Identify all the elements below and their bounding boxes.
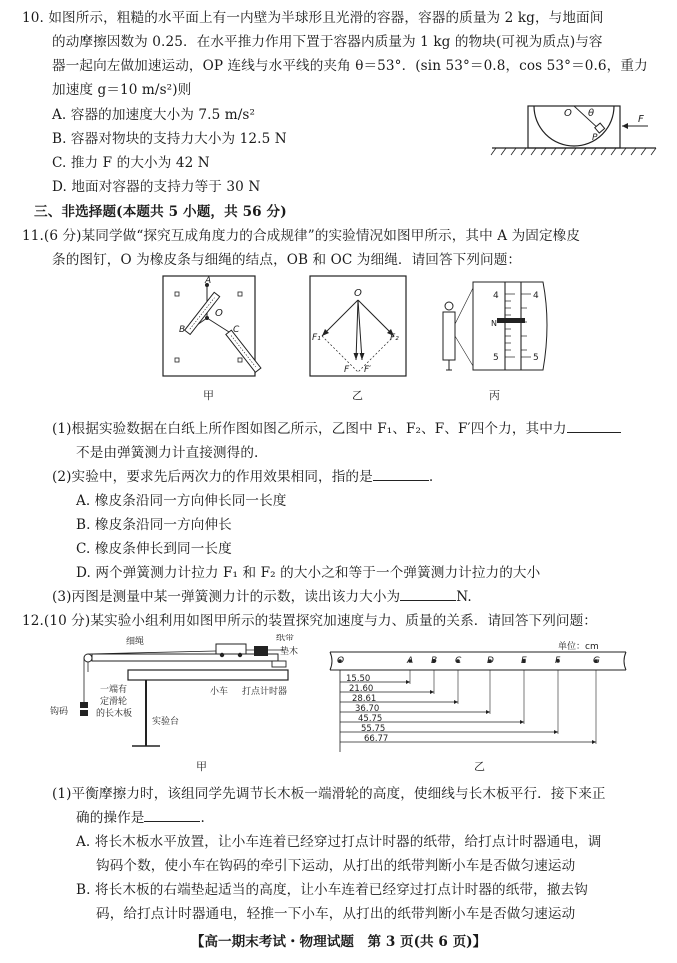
tape-point-label-f: F	[555, 656, 561, 666]
zoom-line-bottom	[455, 336, 473, 366]
lab-table-top	[128, 670, 288, 680]
label-o: O	[354, 288, 362, 299]
distance-label-4: 36.70	[355, 704, 380, 714]
caption-jia: 甲	[203, 389, 214, 402]
force-f	[356, 300, 358, 360]
page-footer: 【高一期末考试・物理试题 第 3 页(共 6 页)】	[190, 934, 487, 950]
q12-option-b-line-1: B. 将长木板的右端垫起适当的高度，让小车连着已经穿过打点计时器的纸带，撤去钩	[76, 882, 588, 898]
weight-2	[80, 710, 88, 716]
label-weight: 钩码	[50, 707, 69, 717]
tick-label-4-left: 4	[493, 291, 499, 301]
distance-arrowhead-5	[520, 720, 524, 724]
caption-jia: 甲	[196, 760, 207, 773]
label-timer: 打点计时器	[242, 687, 288, 697]
q11-option-a: A. 橡皮条沿同一方向伸长同一长度	[76, 493, 287, 509]
q12-part-1-a: (1)平衡摩擦力时，该组同学先调节长木板一端滑轮的高度，使细线与长木板平行．接下来正	[52, 786, 606, 802]
label-f1: F₁	[312, 333, 321, 343]
tape-point-label-e: E	[521, 656, 527, 666]
q12-figure-jia	[48, 634, 318, 774]
tick-label-5-right: 5	[533, 353, 539, 363]
tape-point-label-c: C	[455, 656, 462, 666]
force-f2	[358, 300, 394, 336]
q12-option-a-line-1: A. 将长木板水平放置，让小车连着已经穿过打点计时器的纸带，给打点计时器通电，调	[76, 834, 602, 850]
distance-label-7: 66.77	[364, 734, 389, 744]
small-spring-scale	[443, 312, 455, 360]
label-board-1: 一端有	[100, 685, 128, 695]
label-f2: F₂	[390, 333, 399, 343]
label-o: O	[564, 108, 572, 119]
distance-arrowhead-2	[430, 690, 434, 694]
q12-part-1-b: 确的操作是 .	[76, 810, 205, 826]
q10-line-3: 器一起向左做加速运动，OP 连线与水平线的夹角 θ＝53°．(sin 53°＝0.8，cos 53°＝0.6，重力	[52, 58, 648, 74]
q10-option-a: A. 容器的加速度大小为 7.5 m/s²	[52, 107, 256, 123]
parallelogram-side-1	[322, 336, 358, 372]
distance-label-6: 55.75	[361, 724, 386, 734]
q11-part-2: (2)实验中，要求先后两次力的作用效果相同，指的是 .	[52, 469, 434, 485]
wood-block	[272, 661, 286, 667]
container-box	[528, 106, 620, 148]
block-p	[595, 123, 605, 133]
tape-point-label-d: D	[487, 656, 494, 666]
distance-label-5: 45.75	[358, 714, 383, 724]
label-theta: θ	[588, 108, 595, 119]
tape-point-label-b: B	[431, 656, 438, 666]
q10-line-2: 的动摩擦因数为 0.25．在水平推力作用下置于容器内质量为 1 kg 的物块(可视为质点)与容	[52, 34, 603, 50]
q11-line-2: 条的图钉，O 为橡皮条与细绳的结点，OB 和 OC 为细绳．请回答下列问题：	[52, 252, 522, 268]
scale-pointer	[497, 318, 525, 323]
q10-option-b: B. 容器对物块的支持力大小为 12.5 N	[52, 131, 287, 147]
distance-label-2: 21.60	[349, 684, 374, 694]
q11-figure-bing	[433, 274, 553, 404]
q10-option-c: C. 推力 F 的大小为 42 N	[52, 155, 210, 171]
label-board-2: 定滑轮	[100, 697, 128, 707]
label-p: P	[592, 133, 598, 143]
q11-answer-blank-2[interactable]	[373, 468, 429, 481]
label-rope: 细绳	[126, 637, 145, 647]
scale-ring	[445, 302, 453, 310]
label-tape: 纸带	[276, 634, 295, 643]
tick-label-4-right: 4	[533, 291, 539, 301]
q12-figure-yi	[326, 640, 632, 774]
q11-figure-yi	[308, 274, 408, 404]
q10-line-4: 加速度 g＝10 m/s²)则	[52, 82, 192, 98]
tape-point-label-o: O	[337, 656, 345, 666]
q11-option-d: D. 两个弹簧测力计拉力 F₁ 和 F₂ 的大小之和等于一个弹簧测力计拉力的大小	[76, 565, 541, 581]
q10-container-figure	[488, 100, 660, 164]
q12-line-1: 12.(10 分)某实验小组利用如图甲所示的装置探究加速度与力、质量的关系．请回答下列问题：	[22, 613, 598, 629]
caption-yi: 乙	[474, 760, 485, 773]
q11-part-1-a: (1)根据实验数据在白纸上所作图如图乙所示，乙图中 F₁、F₂、F、F′四个力，其中力	[52, 420, 621, 438]
ground-hatching	[491, 148, 656, 155]
unit-label-n: N	[491, 319, 497, 328]
label-o: O	[215, 308, 223, 319]
spring-scale-right	[226, 330, 261, 372]
q10-line-1: 10. 如图所示，粗糙的水平面上有一内壁为半球形且光滑的容器，容器的质量为 2 kg，与地面间	[22, 10, 604, 26]
q11-answer-blank-1[interactable]	[567, 420, 621, 433]
long-board	[92, 654, 278, 661]
q11-part-1-b: 不是由弹簧测力计直接测得的.	[76, 445, 259, 461]
distance-arrowhead-1	[406, 680, 410, 684]
force-f1	[322, 300, 358, 336]
q12-option-b-line-2: 码，给打点计时器通电，轻推一下小车，从打出的纸带判断小车是否做匀速运动	[96, 906, 576, 922]
label-f-prime: F′	[364, 365, 372, 375]
label-board-3: 的长木板	[96, 709, 133, 719]
distance-arrowhead-7	[592, 740, 596, 744]
q12-answer-blank-1[interactable]	[144, 809, 200, 822]
tape-point-label-g: G	[593, 656, 600, 666]
unit-label: 单位：cm	[558, 642, 599, 652]
distance-label-3: 28.61	[352, 694, 377, 704]
section-3-heading: 三、非选择题(本题共 5 小题，共 56 分)	[34, 204, 287, 220]
q11-part-3: (3)丙图是测量中某一弹簧测力计的示数，读出该力大小为 N.	[52, 589, 472, 605]
tick-label-5-left: 5	[493, 353, 499, 363]
label-c: C	[233, 325, 240, 335]
q12-option-a-line-2: 钩码个数，使小车在钩码的牵引下运动，从打出的纸带判断小车是否做匀速运动	[96, 858, 576, 874]
distance-arrowhead-3	[454, 700, 458, 704]
weight-1	[80, 702, 88, 708]
caption-bing: 丙	[489, 389, 500, 402]
label-block: 垫木	[280, 647, 299, 657]
distance-arrowhead-6	[554, 730, 558, 734]
pulley	[84, 654, 92, 662]
label-f: F	[638, 114, 644, 125]
q10-option-d: D. 地面对容器的支持力等于 30 N	[52, 179, 261, 195]
zoom-line-top	[455, 288, 473, 324]
tape-point-label-a: A	[407, 656, 414, 666]
q11-line-1: 11.(6 分)某同学做“探究互成角度力的合成规律”的实验情况如图甲所示，其中 A 为固定橡皮	[22, 228, 581, 244]
q11-option-b: B. 橡皮条沿同一方向伸长	[76, 517, 232, 533]
drawing-board	[163, 276, 255, 376]
label-table: 实验台	[152, 717, 180, 727]
scale-ticks	[505, 294, 531, 357]
q11-answer-blank-3[interactable]	[400, 588, 456, 601]
distance-label-1: 15.50	[346, 674, 371, 684]
label-a: A	[205, 276, 212, 286]
string-oc	[207, 318, 229, 332]
caption-yi: 乙	[352, 389, 363, 402]
label-b: B	[179, 325, 186, 335]
label-cart: 小车	[210, 687, 229, 697]
timer	[254, 646, 268, 656]
force-f-prime	[358, 300, 362, 360]
q11-option-c: C. 橡皮条伸长到同一长度	[76, 541, 232, 557]
distance-arrowhead-4	[486, 710, 490, 714]
push-force-arrowhead	[622, 123, 628, 129]
q11-figure-jia	[145, 274, 275, 404]
label-f: F	[344, 365, 350, 375]
cart	[216, 644, 246, 654]
